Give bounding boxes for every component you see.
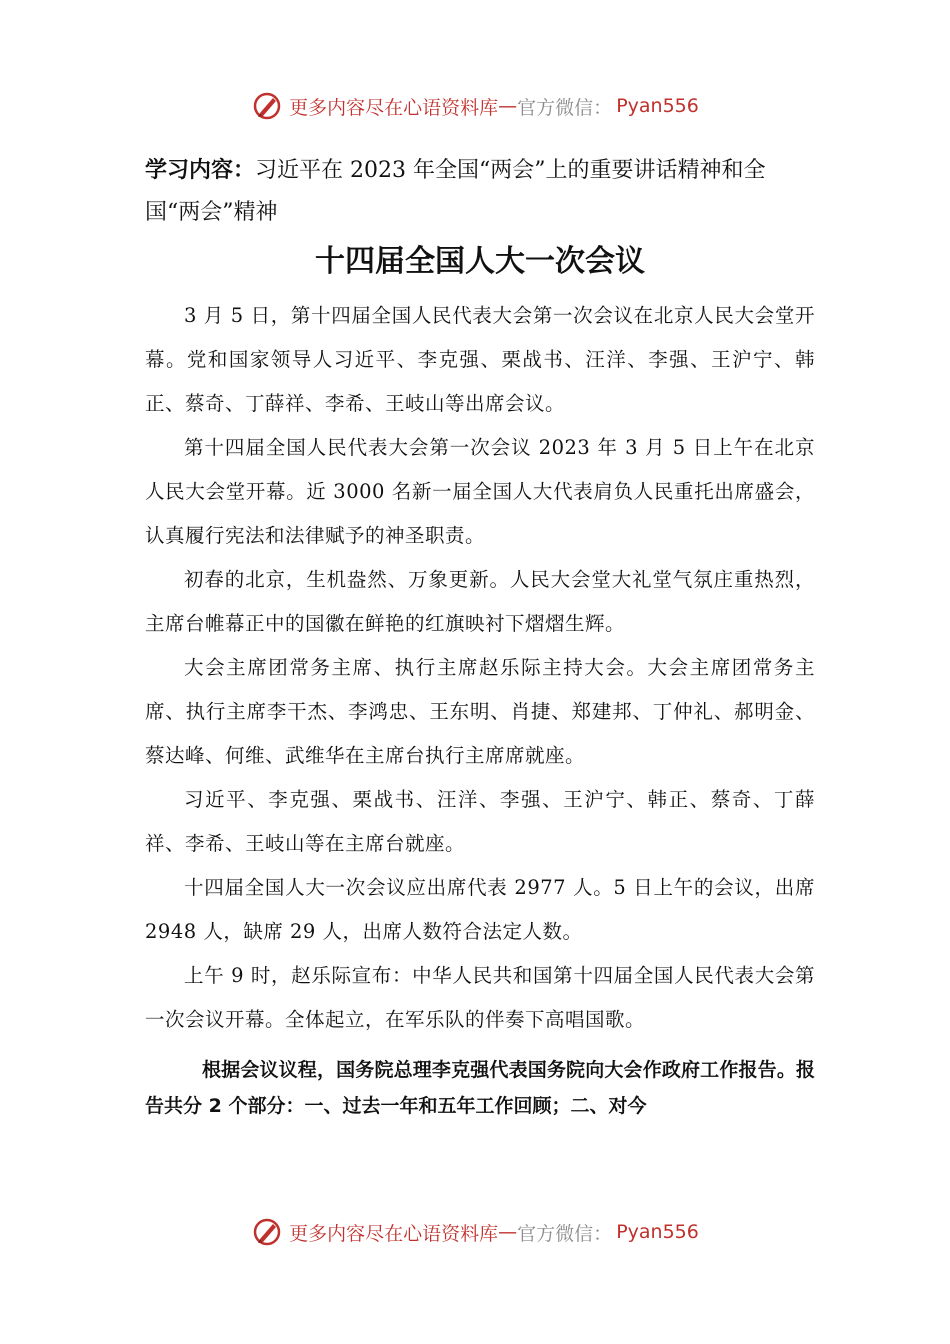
paragraph-6: 十四届全国人大一次会议应出席代表 2977 人。5 日上午的会议，出席 2948 人，缺席 29 人，出席人数符合法定人数。 bbox=[145, 876, 815, 943]
paragraph-2: 第十四届全国人民代表大会第一次会议 2023 年 3 月 5 日上午在北京人民大会堂开幕。近 3000 名新一届全国人大代表肩负人民重托出席盛会，认真履行宪法和法律赋予的神圣职责。 bbox=[145, 436, 815, 547]
header-banner bbox=[0, 86, 950, 126]
document-title: 十四届全国人大一次会议 bbox=[315, 244, 645, 279]
bold-paragraph: 根据会议议程，国务院总理李克强代表国务院向大会作政府工作报告。报告共分 2 个部分：一、过去一年和五年工作回顾；二、对今 bbox=[145, 1059, 815, 1117]
banner-wechat-id: Pyan556 bbox=[616, 1221, 699, 1243]
banner-dash: — bbox=[498, 95, 518, 117]
paragraph-1: 3 月 5 日，第十四届全国人民代表大会第一次会议在北京人民大会堂开幕。党和国家领导人习近平、李克强、栗战书、汪洋、李强、王沪宁、韩正、蔡奇、丁薛祥、李希、王岐山等出席会议。 bbox=[145, 304, 815, 415]
banner-wechat-id: Pyan556 bbox=[616, 95, 699, 117]
banner-text: 更多内容尽在心语资料库 bbox=[289, 96, 499, 119]
main-content bbox=[145, 150, 815, 1143]
paragraph-3: 初春的北京，生机盎然、万象更新。人民大会堂大礼堂气氛庄重热烈，主席台帷幕正中的国徽在鲜艳的红旗映衬下熠熠生辉。 bbox=[145, 568, 815, 635]
paragraph-5: 习近平、李克强、栗战书、汪洋、李强、王沪宁、韩正、蔡奇、丁薛祥、李希、王岐山等在主席台就座。 bbox=[145, 788, 815, 855]
study-topic-label: 学习内容： bbox=[145, 158, 256, 183]
banner-wechat-label: 官方微信： bbox=[517, 96, 613, 119]
banner-text: 更多内容尽在心语资料库 bbox=[289, 1222, 499, 1245]
paragraph-7: 上午 9 时，赵乐际宣布：中华人民共和国第十四届全国人民代表大会第一次会议开幕。全体起立，在军乐队的伴奏下高唱国歌。 bbox=[145, 964, 815, 1031]
study-topic-text: 习近平在 2023 年全国“两会”上的重要讲话精神和全国“两会”精神 bbox=[145, 158, 766, 225]
study-topic bbox=[145, 150, 815, 234]
pen-logo-icon bbox=[251, 1216, 283, 1248]
paragraph-4: 大会主席团常务主席、执行主席赵乐际主持大会。大会主席团常务主席、执行主席李干杰、李鸿忠、王东明、肖捷、郑建邦、丁仲礼、郝明金、蔡达峰、何维、武维华在主席台执行主席席就座。 bbox=[145, 656, 815, 767]
banner-wechat-label: 官方微信： bbox=[517, 1222, 613, 1245]
footer-banner bbox=[0, 1212, 950, 1252]
pen-logo-icon bbox=[251, 90, 283, 122]
banner-dash: — bbox=[498, 1221, 518, 1243]
